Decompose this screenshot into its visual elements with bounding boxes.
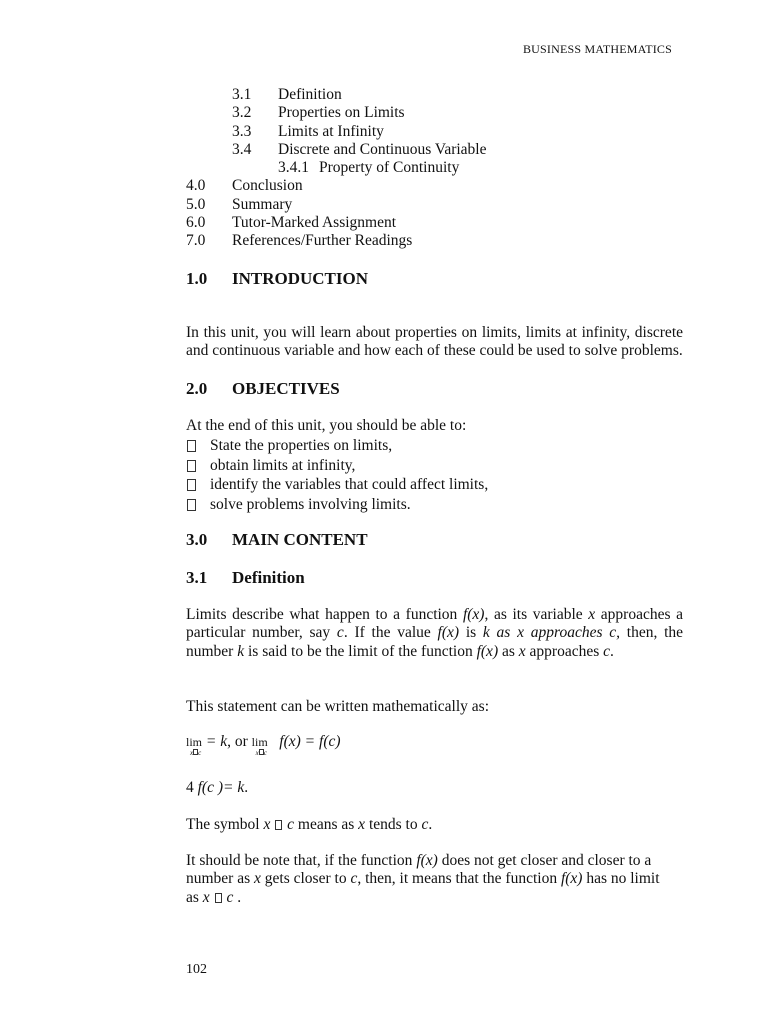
text-run: , then, it means that the function — [357, 870, 561, 888]
section-title: Definition — [232, 568, 305, 587]
equation-part: = k — [205, 733, 228, 750]
list-item-text: obtain limits at infinity, — [210, 456, 356, 474]
text-run: , as its variable — [484, 606, 589, 623]
math-result-line — [186, 779, 683, 797]
math-c: c — [287, 816, 295, 833]
limit-operator — [251, 735, 268, 757]
text-run: tends to — [365, 816, 422, 833]
list-item-text: solve problems involving limits. — [210, 495, 411, 513]
bullet-icon — [187, 440, 196, 452]
math-x: x — [263, 816, 271, 833]
text-run: , or — [227, 733, 252, 750]
text-run: then, the number — [186, 624, 684, 660]
section-number: 1.0 — [186, 269, 208, 288]
section-number: 2.0 — [186, 379, 208, 398]
toc-number: 6.0 — [186, 214, 206, 232]
bullet-icon — [187, 460, 196, 472]
list-item — [186, 475, 488, 495]
toc-item — [186, 123, 487, 141]
toc-number: 3.1 — [232, 86, 252, 103]
math-k: k — [237, 642, 245, 660]
objectives-lead: At the end of this unit, you should be able to: — [186, 417, 467, 434]
arrow-glyph-icon — [275, 820, 282, 830]
toc-item — [186, 86, 487, 104]
math-x: x — [254, 870, 261, 888]
sub-c: c — [263, 749, 267, 757]
toc-number: 3.2 — [232, 104, 252, 122]
section-heading-introduction — [186, 269, 368, 289]
definition-paragraph — [186, 606, 683, 661]
math-x: x — [358, 816, 366, 833]
text-run: does not get closer and closer to a number as — [186, 852, 652, 888]
toc-label: Limits at Infinity — [278, 122, 384, 140]
list-item — [186, 456, 488, 476]
toc-item — [186, 177, 487, 195]
lim-text: lim — [186, 735, 203, 749]
toc-item — [186, 159, 487, 177]
math-x: x — [588, 606, 596, 623]
text-run: . — [428, 816, 433, 833]
toc-number: 4.0 — [186, 177, 206, 195]
text-run: It should be note that, if the function — [186, 852, 417, 869]
math-c: c — [226, 888, 234, 906]
text-run: gets closer to — [260, 870, 351, 888]
text-run: approaches — [525, 642, 604, 660]
list-item-text: identify the variables that could affect limits, — [210, 476, 489, 493]
text-run: . — [233, 888, 242, 906]
text-run: as — [498, 642, 519, 660]
toc-item — [186, 141, 487, 159]
toc-label: Properties on Limits — [278, 104, 405, 122]
math-fx: f(x) — [560, 870, 583, 888]
arrow-glyph-icon — [215, 893, 222, 903]
running-header: BUSINESS MATHEMATICS — [522, 42, 672, 56]
math-c: c — [350, 870, 358, 888]
lim-subscript — [256, 749, 267, 757]
math-x: x — [518, 642, 526, 660]
lim-text: lim — [251, 735, 268, 749]
list-item — [186, 436, 488, 456]
math-c: c — [421, 816, 429, 833]
math-x: x — [202, 888, 210, 906]
limit-equation — [186, 733, 341, 763]
sub-x: x — [255, 749, 259, 757]
text-run: is said to be the limit of the function — [244, 642, 477, 660]
text-run: approaches a particular number, say — [186, 606, 684, 642]
text-run: Limits describe what happen to a function — [186, 606, 463, 623]
limit-operator — [186, 735, 203, 757]
toc-item — [186, 196, 487, 214]
equation-part: f(x) = f(c) — [279, 733, 341, 750]
section-heading-objectives — [186, 379, 340, 399]
sub-x: x — [190, 749, 194, 757]
math-fx: f(x) — [476, 642, 499, 660]
math-fx: f(x) — [462, 606, 485, 623]
toc-number: 3.4.1 — [278, 159, 309, 177]
text-run: means as — [294, 816, 359, 833]
math-c: c — [336, 624, 344, 642]
section-number: 3.0 — [186, 530, 208, 549]
lim-subscript — [190, 749, 201, 757]
bullet-icon — [187, 479, 196, 491]
math-intro-paragraph: This statement can be written mathematically as: — [186, 698, 490, 715]
toc-number: 3.3 — [232, 122, 252, 140]
symbol-explanation — [186, 816, 683, 834]
text-run: . — [610, 642, 614, 660]
math-fx: f(x) — [437, 624, 460, 642]
text-run: is — [459, 624, 483, 642]
math-phrase: k as x approaches c, — [482, 624, 620, 642]
page-number: 102 — [186, 962, 207, 977]
section-title: OBJECTIVES — [232, 379, 340, 398]
bullet-icon — [187, 499, 196, 511]
section-title: INTRODUCTION — [232, 269, 369, 288]
list-item — [186, 495, 488, 515]
objectives-list — [186, 436, 488, 514]
text-run: . If the value — [343, 624, 438, 642]
toc-label: References/Further Readings — [232, 232, 413, 250]
toc-item — [186, 214, 487, 232]
toc-item — [186, 232, 487, 250]
note-paragraph — [186, 852, 676, 907]
toc-item — [186, 104, 487, 122]
toc-label: Property of Continuity — [319, 159, 460, 177]
text-run: The symbol — [186, 816, 264, 833]
toc-label: Discrete and Continuous Variable — [278, 140, 487, 158]
introduction-paragraph: In this unit, you will learn about properties on limits, limits at infinity, discrete and continuous variable and how each of these could be used to solve problems. — [186, 324, 683, 360]
toc-number: 7.0 — [186, 232, 206, 250]
text-run: . — [244, 779, 249, 796]
section-heading-main-content — [186, 530, 368, 550]
math-k: = k — [223, 779, 245, 796]
section-number: 3.1 — [186, 568, 208, 587]
text-run: has no limit as — [186, 870, 660, 906]
toc-number: 5.0 — [186, 195, 206, 213]
sub-c: c — [198, 749, 202, 757]
section-heading-definition — [186, 568, 305, 588]
toc-label: Summary — [232, 195, 293, 213]
toc-label: Definition — [278, 86, 342, 103]
section-title: MAIN CONTENT — [232, 530, 368, 549]
table-of-contents — [186, 86, 487, 251]
math-c: c — [603, 642, 611, 660]
math-fx: f(x) — [416, 852, 438, 869]
list-item-text: State the properties on limits, — [210, 437, 393, 454]
math-fc: f(c ) — [197, 779, 224, 796]
text-run: 4 — [186, 779, 198, 796]
toc-number: 3.4 — [232, 140, 252, 158]
toc-label: Tutor-Marked Assignment — [232, 214, 397, 232]
toc-label: Conclusion — [232, 177, 303, 195]
